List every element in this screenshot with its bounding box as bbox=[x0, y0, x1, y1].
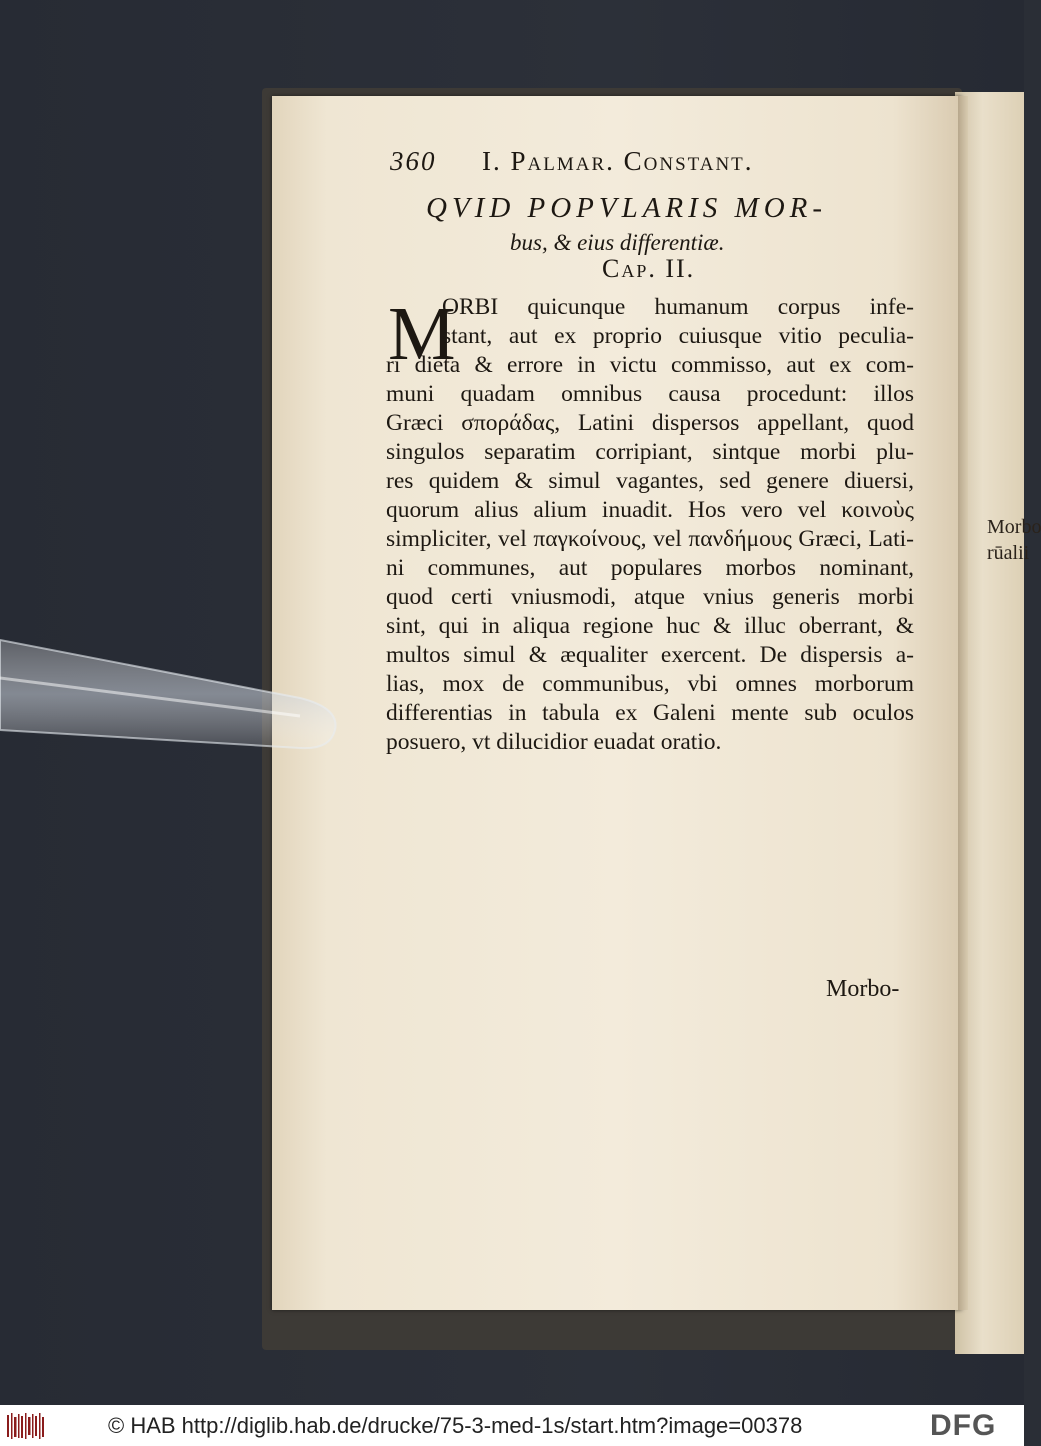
footer-bar bbox=[0, 1405, 1024, 1446]
page-gutter bbox=[958, 96, 968, 1310]
running-head bbox=[390, 146, 830, 180]
chapter-number: Cap. II. bbox=[602, 254, 696, 283]
text-line: ri dieta & errore in victu commisso, aut ex com- bbox=[386, 352, 914, 378]
text-line: muni quadam omnibus causa procedunt: illos bbox=[386, 381, 914, 407]
text-line: differentias in tabula ex Galeni mente sub oculos bbox=[386, 700, 914, 726]
drop-capital: M bbox=[388, 292, 456, 376]
text-line: stant, aut ex proprio cuiusque vitio peculia- bbox=[442, 323, 914, 349]
margin-note: Morbo bbox=[987, 516, 1041, 538]
text-line: sint, qui in aliqua regione huc & illuc oberrant, & bbox=[386, 613, 914, 639]
text-line: multos simul & æqualiter exercent. De dispersis a- bbox=[386, 642, 914, 668]
chapter-subheading: bus, & eius differentiæ. bbox=[510, 230, 725, 255]
text-line: quorum alius alium inuadit. Hos vero vel κοινοὺς bbox=[386, 497, 914, 523]
text-line: Græci σποράδας, Latini dispersos appellant, quod bbox=[386, 410, 914, 436]
page-number: 360 bbox=[390, 146, 437, 176]
copyright-link[interactable]: © HAB http://diglib.hab.de/drucke/75-3-med-1s/start.htm?image=00378 bbox=[108, 1413, 803, 1438]
dfg-logo: DFG bbox=[930, 1409, 997, 1442]
text-line: singulos separatim corripiant, sintque morbi plu- bbox=[386, 439, 914, 465]
text-line: ORBI quicunque humanum corpus infe- bbox=[442, 294, 914, 320]
text-line: lias, mox de communibus, vbi omnes morborum bbox=[386, 671, 914, 697]
margin-note: rūalii bbox=[987, 542, 1030, 564]
running-title: I. Palmar. Constant. bbox=[482, 146, 754, 176]
text-line: quod certi vniusmodi, atque vnius generis morbi bbox=[386, 584, 914, 610]
text-line: res quidem & simul vagantes, sed genere diuersi, bbox=[386, 468, 914, 494]
catchword: Morbo- bbox=[826, 976, 900, 1002]
hab-barcode-logo bbox=[6, 1411, 46, 1441]
text-line: ni communes, aut populares morbos nominant, bbox=[386, 555, 914, 581]
text-line: posuero, vt dilucidior euadat oratio. bbox=[386, 729, 722, 755]
chapter-heading: QVID POPVLARIS MOR- bbox=[426, 192, 828, 224]
text-line: simpliciter, vel παγκοίνους, vel πανδήμους Græci, Lati- bbox=[386, 526, 914, 552]
page-holder-pen bbox=[0, 620, 350, 770]
